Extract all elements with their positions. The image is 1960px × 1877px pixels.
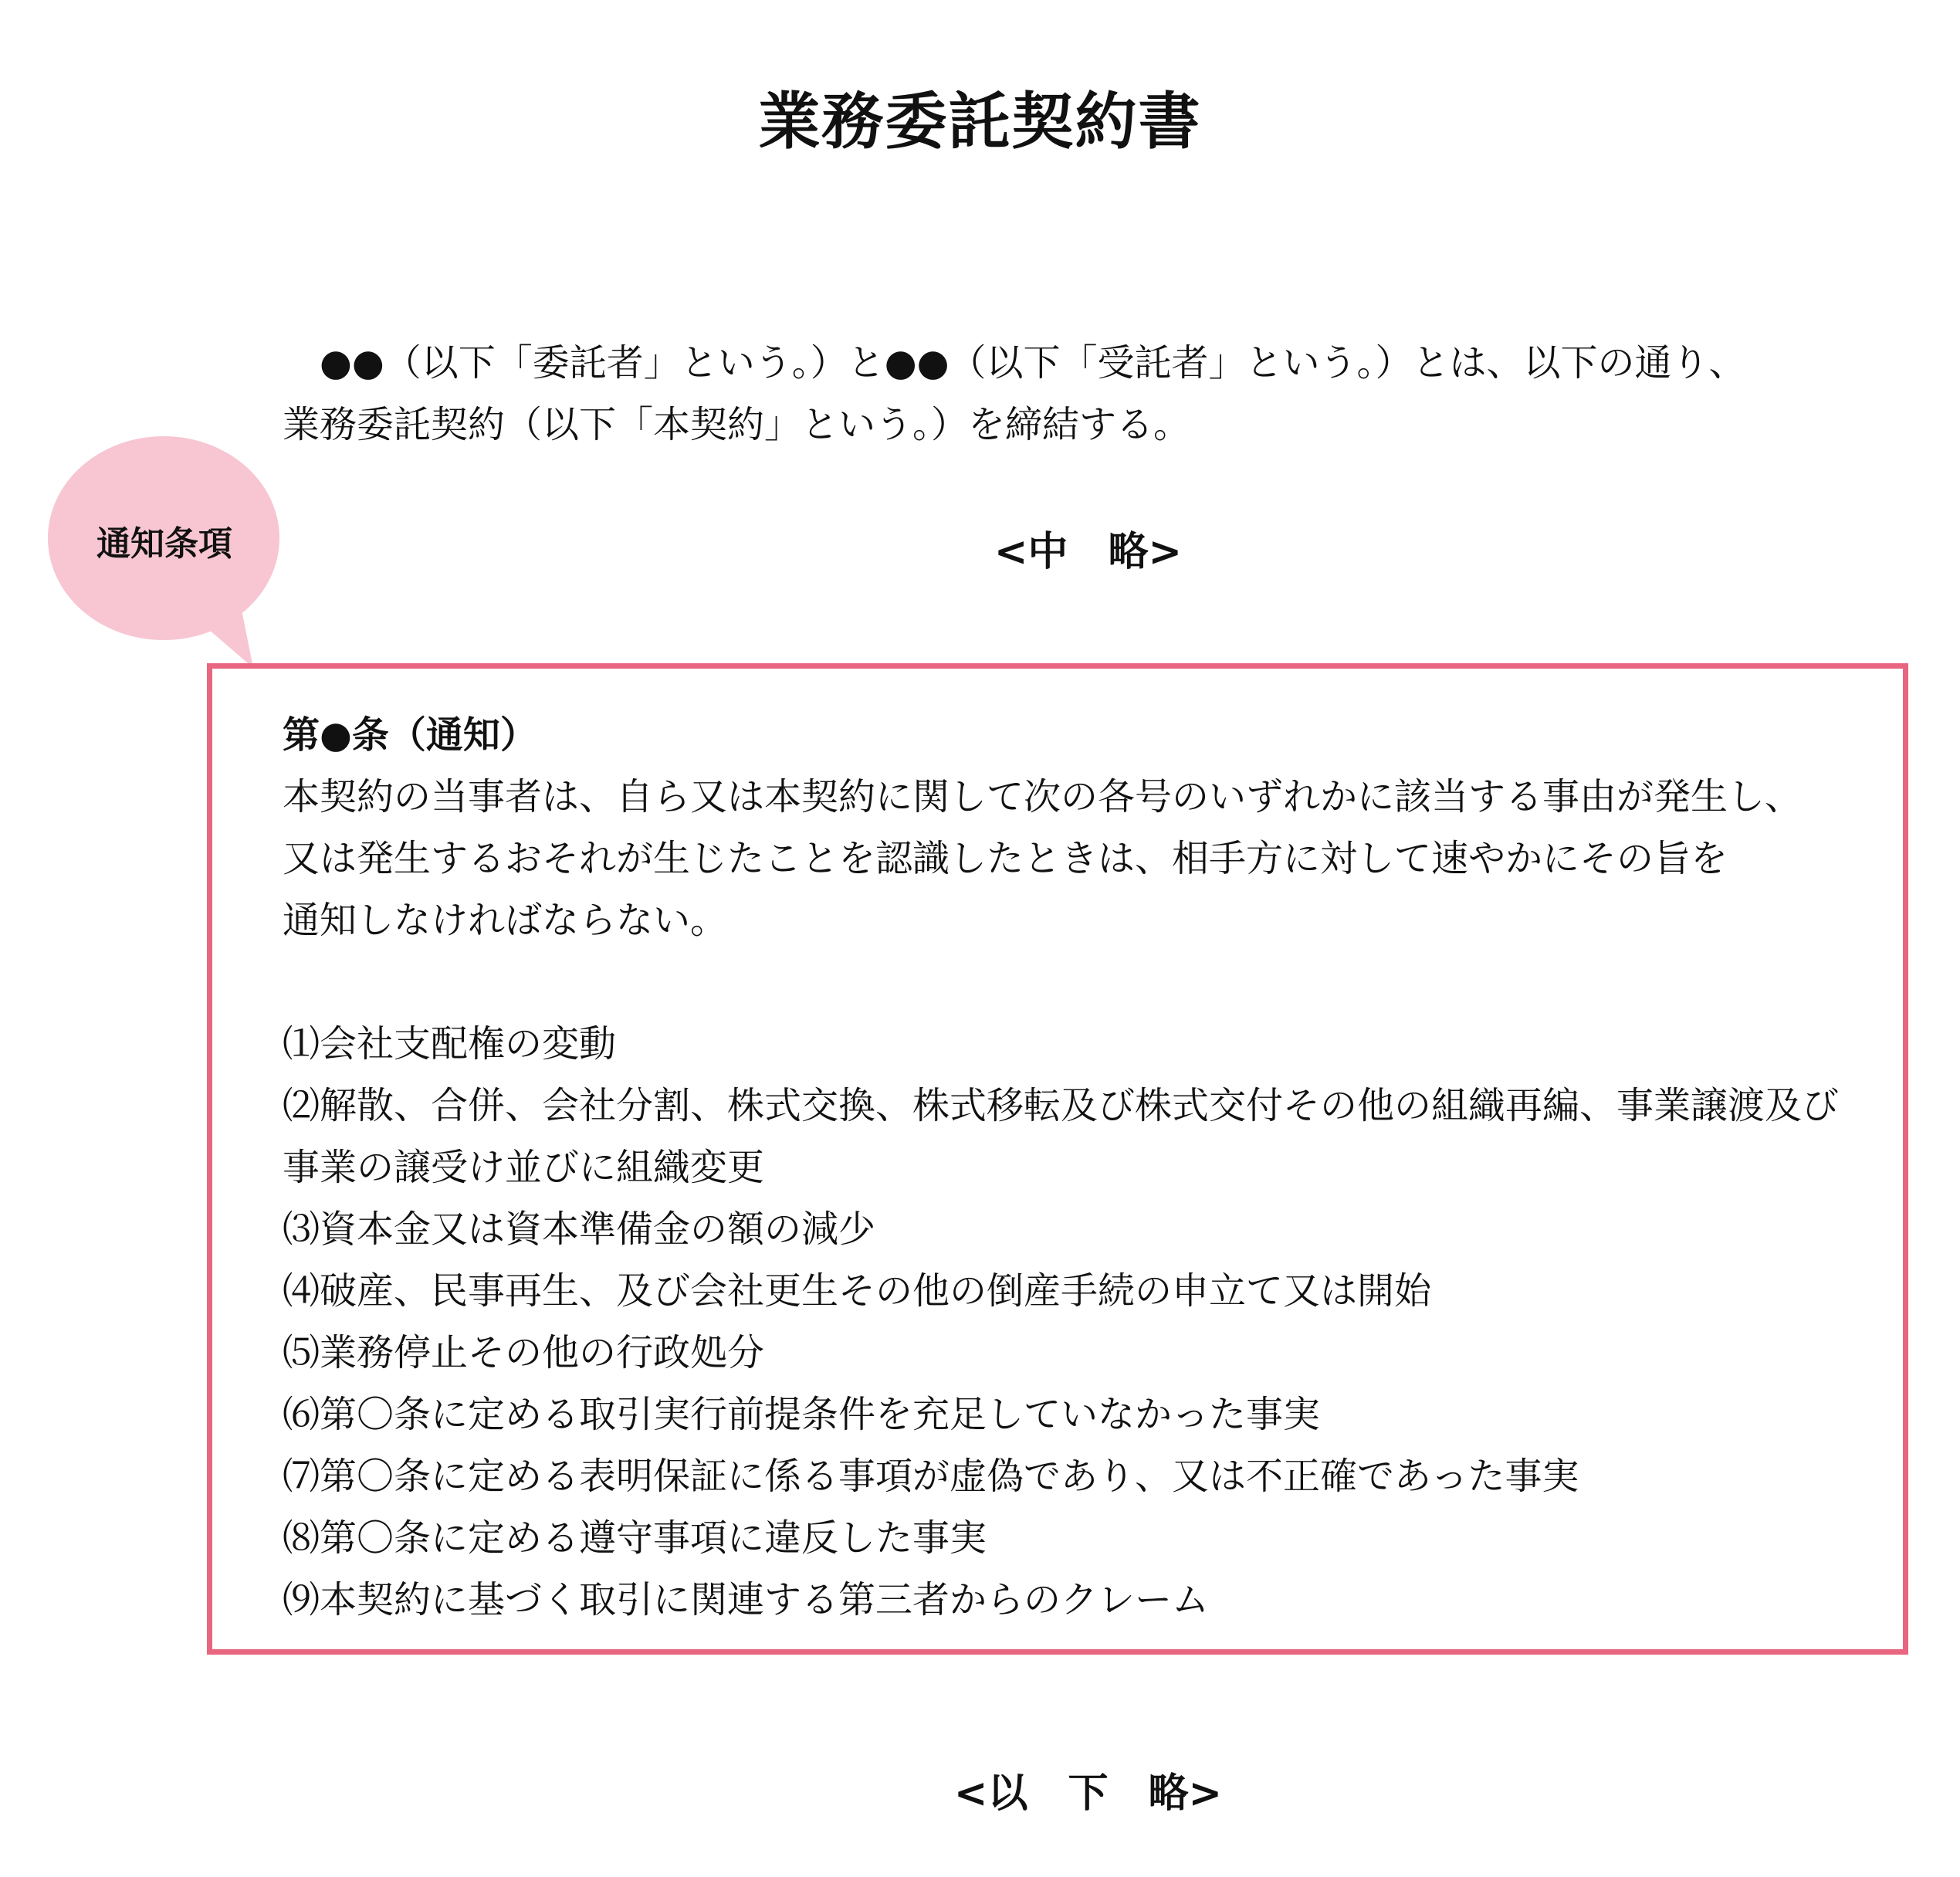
omitted-middle-marker: <中 略> (994, 529, 1183, 575)
clause-item: ⑴会社支配権の変動 (283, 1022, 617, 1066)
clause-item: ⑼本契約に基づく取引に関連する第三者からのクレーム (283, 1578, 1210, 1621)
clause-body-line: 通知しなければならない。 (283, 899, 728, 942)
blank-line (283, 951, 1888, 1013)
clause-item: ⑹第〇条に定める取引実行前提条件を充足していなかった事実 (283, 1393, 1321, 1436)
clause-body-line: 又は発生するおそれが生じたことを認識したときは、相手方に対して速やかにその旨を (283, 837, 1728, 880)
clause-section (283, 704, 1888, 1631)
intro-paragraph (283, 332, 1873, 456)
omitted-end-marker: <以 下 略> (953, 1770, 1223, 1817)
clause-item: ⑶資本金又は資本準備金の額の減少 (283, 1208, 876, 1251)
callout-bubble (46, 436, 283, 645)
document-title: 業務委託契約書 (758, 86, 1202, 158)
clause-item: ⑺第〇条に定める表明保証に係る事項が虚偽であり、又は不正確であった事実 (283, 1455, 1579, 1498)
clause-item: ⑷破産、民事再生、及び会社更生その他の倒産手続の申立て又は開始 (283, 1269, 1432, 1313)
clause-body-line: 本契約の当事者は、自ら又は本契約に関して次の各号のいずれかに該当する事由が発生し、 (283, 775, 1803, 818)
clause-item: ⑸業務停止その他の行政処分 (283, 1331, 765, 1374)
callout-label: 通知条項 (96, 524, 232, 564)
clause-item: ⑵解散、合併、会社分割、株式交換、株式移転及び株式交付その他の組織再編、事業譲渡及び (283, 1084, 1840, 1127)
intro-line: 業務委託契約（以下「本契約」という。）を締結する。 (283, 403, 1191, 446)
clause-item: 事業の譲受け並びに組織変更 (283, 1146, 765, 1189)
clause-item: ⑻第〇条に定める遵守事項に違反した事実 (283, 1516, 987, 1560)
intro-line: ●●（以下「委託者」という。）と●●（以下「受託者」という。）とは、以下の通り、 (283, 341, 1746, 385)
clause-heading: 第●条（通知） (283, 713, 537, 757)
